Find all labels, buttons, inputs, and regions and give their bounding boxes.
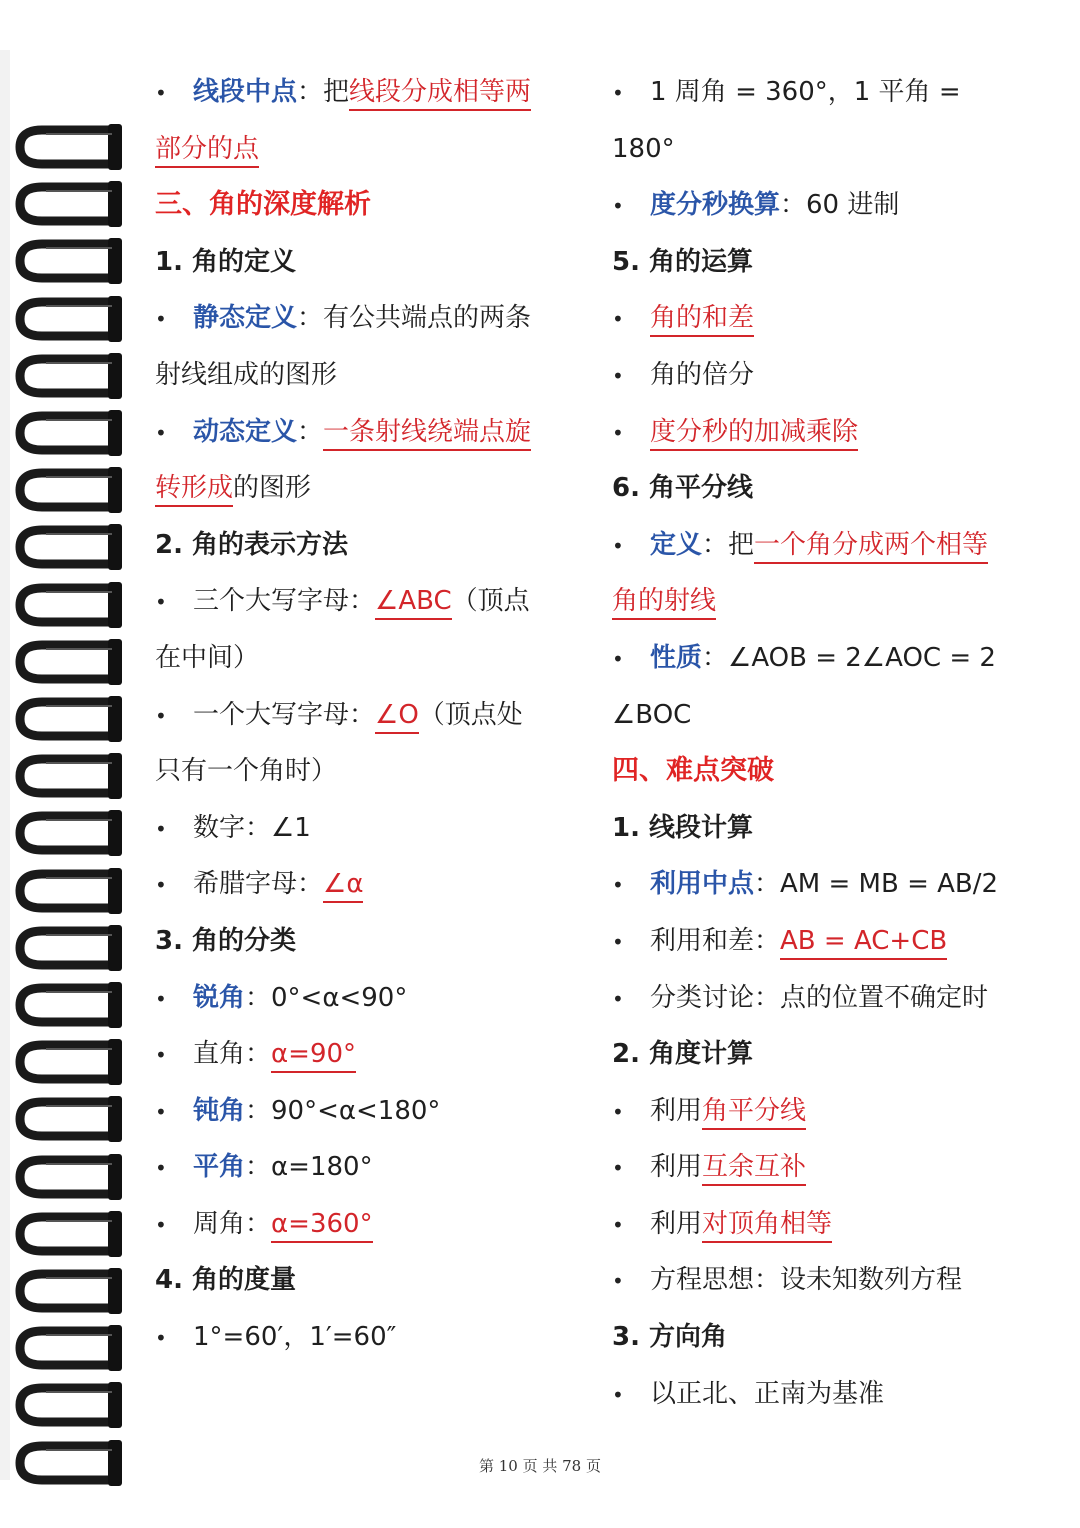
text: ：0°<α<90° — [245, 982, 408, 1013]
text: 利用 — [650, 1095, 703, 1126]
text: 周角： — [193, 1208, 272, 1239]
subsection-heading: 2. 角度计算 — [612, 1039, 754, 1070]
binding-ring-icon — [12, 177, 122, 231]
binding-ring-icon — [12, 1092, 122, 1146]
subsection-heading: 5. 角的运算 — [612, 246, 754, 277]
binding-ring-icon — [12, 1378, 122, 1432]
text: 1°=60′，1′=60″ — [193, 1322, 397, 1353]
binding-ring-icon — [12, 1150, 122, 1204]
bullet-icon — [612, 517, 650, 575]
page-footer: 第 10 页 共 78 页 — [478, 1457, 601, 1475]
highlight: ∠α — [323, 869, 363, 903]
bullet-icon — [612, 1252, 650, 1310]
list-item — [612, 347, 1042, 404]
highlight: 一个角分成两个相等 — [754, 530, 988, 564]
text: ：把 — [297, 77, 350, 107]
highlight: ∠ABC — [375, 586, 452, 620]
list-item — [612, 1139, 1042, 1196]
term: 性质 — [650, 642, 703, 673]
bullet-icon — [612, 1083, 650, 1141]
highlight: 部分的点 — [155, 134, 259, 168]
bullet-icon — [612, 1366, 650, 1424]
list-item — [155, 687, 585, 744]
list-item — [612, 404, 1042, 461]
term: 平角 — [193, 1152, 246, 1183]
text: 角的倍分 — [650, 359, 755, 390]
list-item — [155, 64, 585, 121]
highlight: 度分秒的加减乘除 — [650, 417, 858, 451]
binding-ring-icon — [12, 864, 122, 918]
bullet-icon — [155, 1196, 193, 1254]
bullet-icon — [155, 856, 193, 914]
list-item — [612, 1366, 1042, 1423]
bullet-icon — [612, 1196, 650, 1254]
list-item — [155, 290, 585, 347]
highlight: ∠O — [375, 700, 419, 734]
list-item-cont — [155, 460, 585, 517]
text: ：AM = MB = AB/2 — [754, 869, 999, 900]
list-item — [155, 800, 585, 857]
paper-edge — [0, 50, 10, 1480]
bullet-icon — [155, 1026, 193, 1084]
binding-ring-icon — [12, 749, 122, 803]
term: 定义 — [650, 529, 703, 560]
bullet-icon — [612, 404, 650, 462]
binding-ring-icon — [12, 692, 122, 746]
bullet-icon — [155, 687, 193, 745]
binding-ring-icon — [12, 349, 122, 403]
bullet-icon — [612, 913, 650, 971]
left-column — [155, 64, 585, 1366]
term: 利用中点 — [650, 869, 755, 900]
bullet-icon — [155, 404, 193, 462]
binding-ring-icon — [12, 806, 122, 860]
list-item — [612, 970, 1042, 1027]
list-item-cont — [155, 121, 585, 178]
bullet-icon — [612, 1139, 650, 1197]
bullet-icon — [155, 64, 193, 122]
text: 一个大写字母： — [193, 699, 376, 730]
subsection-heading: 3. 角的分类 — [155, 925, 297, 956]
term: 动态定义 — [193, 416, 298, 447]
highlight: 角的和差 — [650, 303, 754, 337]
binding-ring-icon — [12, 292, 122, 346]
subsection-heading: 6. 角平分线 — [612, 473, 754, 504]
section-heading: 三、角的深度解析 — [155, 189, 371, 221]
bullet-icon — [155, 1083, 193, 1141]
list-item — [155, 1026, 585, 1083]
text: 以正北、正南为基准 — [650, 1378, 885, 1409]
text: ：90°<α<180° — [245, 1095, 441, 1126]
list-item — [612, 1083, 1042, 1140]
subsection-heading: 4. 角的度量 — [155, 1265, 297, 1296]
highlight: 转形成 — [155, 473, 233, 507]
text: ：α=180° — [245, 1152, 373, 1183]
highlight: α=360° — [271, 1209, 373, 1243]
bullet-icon — [612, 970, 650, 1028]
binding-ring-icon — [12, 1035, 122, 1089]
subsection-heading: 1. 线段计算 — [612, 812, 754, 843]
text: 利用和差： — [650, 925, 781, 956]
list-item — [612, 64, 1042, 121]
list-item — [155, 573, 585, 630]
list-item — [612, 913, 1042, 970]
list-item — [612, 177, 1042, 234]
list-item — [612, 856, 1042, 913]
list-item-cont: ∠BOC — [612, 699, 692, 730]
text: ：∠AOB = 2∠AOC = 2 — [702, 642, 996, 673]
highlight: 互余互补 — [702, 1152, 806, 1186]
bullet-icon — [612, 856, 650, 914]
right-column — [612, 64, 1042, 1422]
subsection-heading: 1. 角的定义 — [155, 246, 297, 277]
list-item — [155, 1139, 585, 1196]
binding-ring-icon — [12, 406, 122, 460]
term: 静态定义 — [193, 303, 298, 334]
bullet-icon — [155, 800, 193, 858]
term: 锐角 — [193, 982, 246, 1013]
text: 三个大写字母： — [193, 586, 376, 617]
list-item — [155, 1309, 585, 1366]
text: 利用 — [650, 1208, 703, 1239]
highlight: 对顶角相等 — [702, 1209, 832, 1243]
term: 钝角 — [193, 1095, 246, 1126]
text: （顶点 — [451, 586, 530, 617]
bullet-icon — [612, 347, 650, 405]
text: 方程思想：设未知数列方程 — [650, 1265, 963, 1296]
binding-ring-icon — [12, 921, 122, 975]
list-item-cont: 在中间） — [155, 642, 260, 673]
list-item-cont — [612, 573, 1042, 630]
list-item — [612, 630, 1042, 687]
list-item — [155, 404, 585, 461]
binding-ring-icon — [12, 1264, 122, 1318]
list-item — [155, 1196, 585, 1253]
list-item-cont: 180° — [612, 133, 675, 164]
list-item — [155, 1083, 585, 1140]
bullet-icon — [155, 573, 193, 631]
text: ：有公共端点的两条 — [297, 303, 532, 334]
text: 直角： — [193, 1039, 272, 1070]
text: ：把 — [702, 529, 755, 560]
text: 利用 — [650, 1152, 703, 1183]
list-item — [612, 517, 1042, 574]
text: ： — [297, 416, 324, 447]
highlight: AB = AC+CB — [780, 926, 947, 960]
text: 数字：∠1 — [193, 812, 311, 843]
list-item — [612, 1252, 1042, 1309]
highlight: α=90° — [271, 1039, 356, 1073]
binding-ring-icon — [12, 978, 122, 1032]
subsection-heading: 3. 方向角 — [612, 1322, 728, 1353]
binding-ring-icon — [12, 120, 122, 174]
bullet-icon — [612, 290, 650, 348]
text: 的图形 — [233, 473, 312, 504]
text: 1 周角 = 360°，1 平角 = — [650, 77, 961, 107]
term: 线段中点 — [193, 77, 298, 107]
spiral-binding — [0, 0, 140, 1528]
highlight: 角的射线 — [612, 586, 716, 620]
text: 分类讨论：点的位置不确定时 — [650, 982, 989, 1013]
binding-ring-icon — [12, 463, 122, 517]
list-item-cont: 只有一个角时） — [155, 756, 338, 787]
bullet-icon — [155, 290, 193, 348]
list-item-cont: 射线组成的图形 — [155, 359, 338, 390]
list-item — [612, 1196, 1042, 1253]
bullet-icon — [612, 64, 650, 122]
section-heading: 四、难点突破 — [612, 755, 774, 787]
subsection-heading: 2. 角的表示方法 — [155, 529, 349, 560]
bullet-icon — [155, 1309, 193, 1367]
bullet-icon — [155, 970, 193, 1028]
highlight: 角平分线 — [702, 1096, 806, 1130]
binding-ring-icon — [12, 635, 122, 689]
text: 希腊字母： — [193, 869, 324, 900]
list-item — [155, 856, 585, 913]
binding-ring-icon — [12, 1321, 122, 1375]
highlight: 一条射线绕端点旋 — [323, 417, 531, 451]
bullet-icon — [155, 1139, 193, 1197]
highlight: 线段分成相等两 — [349, 77, 531, 111]
list-item — [155, 970, 585, 1027]
binding-ring-icon — [12, 234, 122, 288]
binding-ring-icon — [12, 520, 122, 574]
term: 度分秒换算 — [650, 190, 781, 221]
bullet-icon — [612, 630, 650, 688]
list-item — [612, 290, 1042, 347]
binding-ring-icon — [12, 578, 122, 632]
bullet-icon — [612, 177, 650, 235]
text: （顶点处 — [418, 699, 523, 730]
binding-ring-icon — [12, 1207, 122, 1261]
text: ：60 进制 — [780, 190, 900, 221]
